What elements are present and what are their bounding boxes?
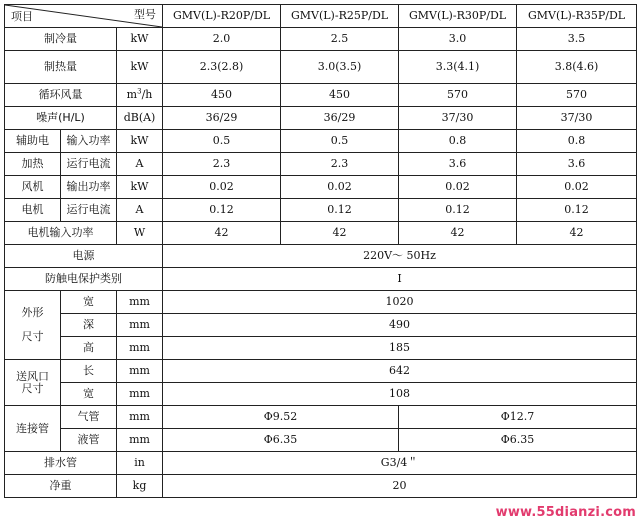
unit-cell: mm bbox=[117, 291, 163, 314]
value-cell: 37/30 bbox=[399, 107, 517, 130]
drain-row bbox=[5, 452, 637, 475]
value-cell: 3.5 bbox=[517, 28, 637, 51]
value-cell: 0.12 bbox=[517, 199, 637, 222]
unit-cell: mm bbox=[117, 383, 163, 406]
dimension-depth-row bbox=[5, 314, 637, 337]
row-label: 净重 bbox=[5, 475, 117, 498]
unit-cell: kW bbox=[117, 176, 163, 199]
sub-label: 运行电流 bbox=[61, 199, 117, 222]
unit-cell: mm bbox=[117, 406, 163, 429]
group-label-cell bbox=[5, 360, 61, 406]
group-label: 尺寸 bbox=[21, 330, 44, 343]
value-cell: 0.8 bbox=[399, 130, 517, 153]
watermark: www.55dianzi.com bbox=[495, 505, 636, 520]
value-cell: 570 bbox=[517, 84, 637, 107]
unit-cell: mm bbox=[117, 337, 163, 360]
pipe-liquid-row bbox=[5, 429, 637, 452]
sub-label: 宽 bbox=[61, 291, 117, 314]
dimension-height-row bbox=[5, 337, 637, 360]
model-header: GMV(L)-R20P/DL bbox=[163, 5, 281, 28]
group-label: 送风口 bbox=[16, 369, 49, 383]
sub-label: 输出功率 bbox=[61, 176, 117, 199]
unit-cell: kW bbox=[117, 130, 163, 153]
span-value-cell: I bbox=[163, 268, 637, 291]
sub-label: 输入功率 bbox=[61, 130, 117, 153]
value-cell: 0.02 bbox=[163, 176, 281, 199]
span-value-cell: 642 bbox=[163, 360, 637, 383]
value-cell: 37/30 bbox=[517, 107, 637, 130]
fan-motor-current-row bbox=[5, 199, 637, 222]
pipe-value-right: Φ12.7 bbox=[399, 406, 637, 429]
sub-label: 宽 bbox=[61, 383, 117, 406]
unit-cell: A bbox=[117, 199, 163, 222]
heating-row bbox=[5, 51, 637, 84]
outlet-width-row bbox=[5, 383, 637, 406]
unit-cell: W bbox=[117, 222, 163, 245]
group-label: 连接管 bbox=[5, 406, 61, 452]
sub-label: 气管 bbox=[61, 406, 117, 429]
value-cell: 570 bbox=[399, 84, 517, 107]
row-label: 制冷量 bbox=[5, 28, 117, 51]
row-label: 循环风量 bbox=[5, 84, 117, 107]
value-cell: 3.0 bbox=[399, 28, 517, 51]
value-cell: 3.6 bbox=[399, 153, 517, 176]
group-label: 辅助电 bbox=[5, 130, 61, 153]
value-cell: 42 bbox=[163, 222, 281, 245]
pipe-gas-row bbox=[5, 406, 637, 429]
unit-cell bbox=[117, 84, 163, 107]
value-cell: 42 bbox=[399, 222, 517, 245]
value-cell: 0.8 bbox=[517, 130, 637, 153]
aux-heat-current-row bbox=[5, 153, 637, 176]
value-cell: 450 bbox=[281, 84, 399, 107]
value-cell: 3.8(4.6) bbox=[517, 51, 637, 84]
unit-base: m bbox=[126, 88, 138, 101]
value-cell: 2.3 bbox=[163, 153, 281, 176]
sub-label: 深 bbox=[61, 314, 117, 337]
value-cell: 0.12 bbox=[399, 199, 517, 222]
value-cell: 3.0(3.5) bbox=[281, 51, 399, 84]
value-cell: 0.5 bbox=[163, 130, 281, 153]
sub-label: 运行电流 bbox=[61, 153, 117, 176]
group-label-cell bbox=[5, 291, 61, 360]
unit-cell: dB(A) bbox=[117, 107, 163, 130]
row-label: 排水管 bbox=[5, 452, 117, 475]
value-cell: 36/29 bbox=[281, 107, 399, 130]
outlet-length-row bbox=[5, 360, 637, 383]
model-header: GMV(L)-R25P/DL bbox=[281, 5, 399, 28]
motor-input-row bbox=[5, 222, 637, 245]
aux-heat-input-row bbox=[5, 130, 637, 153]
sub-label: 液管 bbox=[61, 429, 117, 452]
value-cell: 0.02 bbox=[399, 176, 517, 199]
span-value-cell: 1020 bbox=[163, 291, 637, 314]
value-cell: 2.3 bbox=[281, 153, 399, 176]
sub-label: 长 bbox=[61, 360, 117, 383]
protection-row bbox=[5, 268, 637, 291]
value-cell: 2.3(2.8) bbox=[163, 51, 281, 84]
value-cell: 0.02 bbox=[281, 176, 399, 199]
unit-tail: /h bbox=[141, 88, 153, 101]
model-label: 型号 bbox=[134, 8, 157, 21]
pipe-value-right: Φ6.35 bbox=[399, 429, 637, 452]
unit-cell: mm bbox=[117, 429, 163, 452]
unit-cell: kW bbox=[117, 28, 163, 51]
value-cell: 0.12 bbox=[281, 199, 399, 222]
unit-superscript: 3 bbox=[137, 87, 142, 96]
unit-cell: A bbox=[117, 153, 163, 176]
model-header: GMV(L)-R35P/DL bbox=[517, 5, 637, 28]
span-value-cell: 108 bbox=[163, 383, 637, 406]
value-cell: 3.3(4.1) bbox=[399, 51, 517, 84]
value-cell: 0.02 bbox=[517, 176, 637, 199]
header-diagonal-cell bbox=[5, 5, 163, 28]
unit-cell: mm bbox=[117, 360, 163, 383]
value-cell: 450 bbox=[163, 84, 281, 107]
noise-row bbox=[5, 107, 637, 130]
row-label: 电机输入功率 bbox=[5, 222, 117, 245]
value-cell: 42 bbox=[517, 222, 637, 245]
group-label: 外形 bbox=[21, 306, 44, 319]
span-value-cell: 220V～ 50Hz bbox=[163, 245, 637, 268]
span-value-cell: 490 bbox=[163, 314, 637, 337]
model-header: GMV(L)-R30P/DL bbox=[399, 5, 517, 28]
item-label: 项目 bbox=[11, 10, 33, 23]
row-label: 噪声(H/L) bbox=[5, 107, 117, 130]
row-label: 制热量 bbox=[5, 51, 117, 84]
group-label: 尺寸 bbox=[21, 381, 44, 395]
unit-cell: in bbox=[117, 452, 163, 475]
value-cell: 2.0 bbox=[163, 28, 281, 51]
value-cell: 0.12 bbox=[163, 199, 281, 222]
sub-label: 高 bbox=[61, 337, 117, 360]
span-value-cell: 20 bbox=[163, 475, 637, 498]
cooling-row bbox=[5, 28, 637, 51]
span-value-cell: G3/4＂ bbox=[163, 452, 637, 475]
value-cell: 0.5 bbox=[281, 130, 399, 153]
pipe-value-left: Φ9.52 bbox=[163, 406, 399, 429]
span-value-cell: 185 bbox=[163, 337, 637, 360]
fan-motor-output-row bbox=[5, 176, 637, 199]
row-label: 防触电保护类别 bbox=[5, 268, 163, 291]
pipe-value-left: Φ6.35 bbox=[163, 429, 399, 452]
value-cell: 36/29 bbox=[163, 107, 281, 130]
row-label: 电源 bbox=[5, 245, 163, 268]
value-cell: 42 bbox=[281, 222, 399, 245]
group-label: 电机 bbox=[5, 199, 61, 222]
group-label: 加热 bbox=[5, 153, 61, 176]
value-cell: 3.6 bbox=[517, 153, 637, 176]
unit-cell: kg bbox=[117, 475, 163, 498]
group-label: 风机 bbox=[5, 176, 61, 199]
power-supply-row bbox=[5, 245, 637, 268]
dimension-width-row bbox=[5, 291, 637, 314]
value-cell: 2.5 bbox=[281, 28, 399, 51]
unit-cell: kW bbox=[117, 51, 163, 84]
header-row bbox=[5, 5, 637, 28]
spec-table bbox=[4, 4, 637, 498]
unit-cell: mm bbox=[117, 314, 163, 337]
airflow-row bbox=[5, 84, 637, 107]
weight-row bbox=[5, 475, 637, 498]
